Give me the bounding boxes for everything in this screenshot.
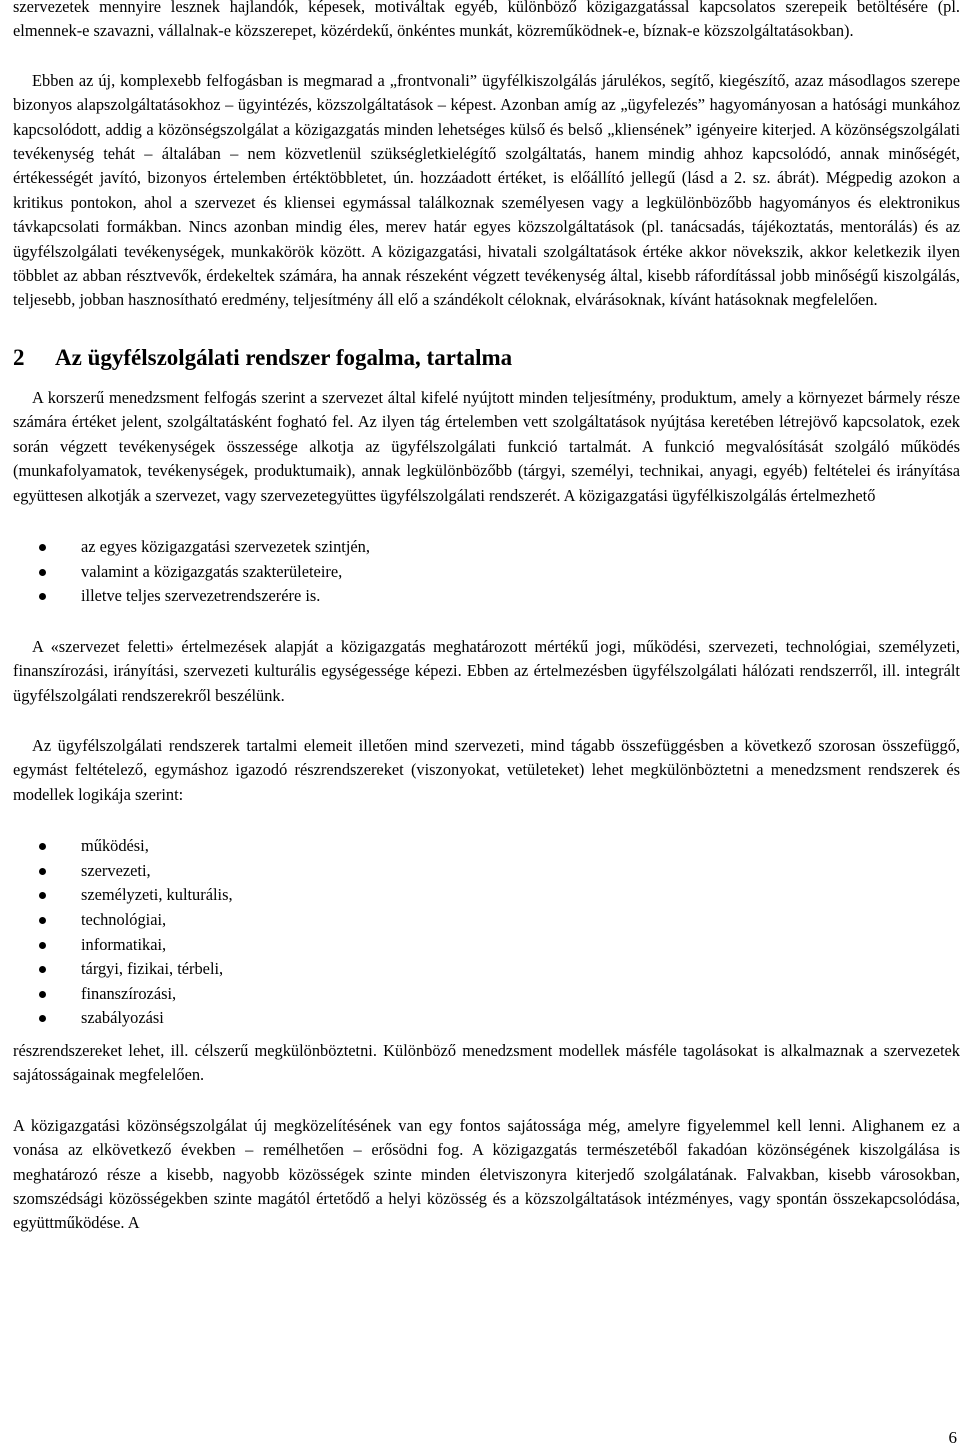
bullet-icon xyxy=(39,991,46,998)
section-heading xyxy=(13,343,960,373)
section-number: 2 xyxy=(13,344,25,370)
bullet-icon xyxy=(39,917,46,924)
paragraph-2: Ebben az új, komplexebb felfogásban is megmarad a „frontvonali” ügyfélkiszolgálás járulékos, segítő, kiegészítő, azaz másodlagos szerepe bizonyos alapszolgáltatásokhoz – ügyintézés, közszolgáltatások – képest. Azonban amíg az „ügyfelezés” hagyományosan a hatósági munkához kapcsolódott, addig a közönségszolgálat a közigazgatás minden lehetséges külső és belső „kliensének” igényeire kiterjed. A közönségszolgálati tevékenység tehát – általában – nem közvetlenül szükségletkielégítő szolgáltatás, hanem mindig ahhoz kapcsolódó, annak minőségét, értékességét javító, bizonyos értelemben értéktöbbletet, ún. hozzáadott értéket, is előállító jellegű (lásd a 2. sz. ábrát). Mégpedig azokon a kritikus pontokon, ahol a szervezet és kliensei egymással találkoznak személyesen vagy a legkülönbözőbb hagyományos és elektronikus távkapcsolati formákban. Nincs azonban mindig éles, merev határ egyes közszolgáltatások (pl. tanácsadás, tájékoztatás, mentorálás) és az ügyfélszolgálati tevékenységek, munkakörök között. A közigazgatási, hivatali szolgáltatások értéke akkor növekszik, akkor keletkezik ilyen többlet az abban résztvevők, érdekeltek számára, ha annak részeként végzett tevékenység által, kisebb ráfordítással jobb minőségű kiszolgálás, teljesebb, jobban hasznosítható eredmény, teljesítmény áll elő a szándékolt céloknak, elvárásoknak, kívánt hatásoknak megfelelően. xyxy=(13,70,960,310)
list-item: működési, xyxy=(13,834,960,859)
paragraph-3: A korszerű menedzsment felfogás szerint a szervezet által kifelé nyújtott minden teljesítmény, produktum, amely a környezet bármely része számára értéket jelent, szolgáltatásként fogható fel. Az ilyen tág értelemben vett szolgáltatások nyújtása keretében létrejövő kapcsolatok, ezek során végzett tevékenységek összessége alkotja az ügyfélszolgálati funkció tartalmát. A funkció megvalósítását szolgáló működés (munkafolyamatok, tevékenységek, produktumaik), annak legkülönbözőbb (tárgyi, személyi, technikai, anyagi, egyéb) feltételei és irányítása együttesen alkotják a szervezet, vagy szervezetegyüttes ügyfélszolgálati rendszerét. A közigazgatási ügyfélkiszolgálás értelmezhető xyxy=(13,387,960,505)
section-title: Az ügyfélszolgálati rendszer fogalma, tartalma xyxy=(55,344,513,370)
bullet-icon xyxy=(39,868,46,875)
bullet-icon xyxy=(39,569,46,576)
bullet-icon xyxy=(39,892,46,899)
bullet-icon xyxy=(39,843,46,850)
bullet-list-subsystems xyxy=(13,834,960,1031)
list-item: technológiai, xyxy=(13,908,960,933)
paragraph-4: A «szervezet feletti» értelmezések alapját a közigazgatás meghatározott mértékű jogi, működési, szervezeti, technológiai, személyzeti, finanszírozási, irányítási, szervezeti kulturális egységessége képezi. Ebben az értelmezésben ügyfélszolgálati hálózati rendszerről, ill. integrált ügyfélszolgálati rendszerekről beszélünk. xyxy=(13,636,960,705)
list-item: valamint a közigazgatás szakterületeire, xyxy=(13,560,960,585)
page-number: 6 xyxy=(948,1428,957,1447)
list-item: szervezeti, xyxy=(13,859,960,884)
bullet-icon xyxy=(39,1015,46,1022)
bullet-icon xyxy=(39,966,46,973)
list-item: szabályozási xyxy=(13,1006,960,1031)
bullet-list-levels xyxy=(13,535,960,609)
list-item: finanszírozási, xyxy=(13,982,960,1007)
paragraph-5: Az ügyfélszolgálati rendszerek tartalmi elemeit illetően mind szervezeti, mind tágabb összefüggésben a következő szorosan összefüggő, egymást feltételező, egymáshoz igazodó részrendszereket (viszonyokat, vetületeket) lehet megkülönböztetni a menedzsment rendszerek és modellek logikája szerint: xyxy=(13,735,960,804)
list-item: tárgyi, fizikai, térbeli, xyxy=(13,957,960,982)
list-item: illetve teljes szervezetrendszerére is. xyxy=(13,584,960,609)
paragraph-7: A közigazgatási közönségszolgálat új megközelítésének van egy fontos sajátossága még, amelyre figyelemmel kell lenni. Alighanem ez a vonása az elkövetkező években – remélhetően – erősödni fog. A közigazgatás természetéből fakadóan közönségének kiszolgálása is meghatározó része a kisebb, nagyobb közösségek szinte minden életviszonyra kiterjedő szolgálatának. Falvakban, kisebb városokban, szomszédsági közösségekben szinte magától értetődő a helyi közösség és a közszolgáltatások intézményes, vagy spontán összekapcsolódása, együttműködése. A xyxy=(13,1115,960,1233)
paragraph-6: részrendszereket lehet, ill. célszerű megkülönböztetni. Különböző menedzsment modellek másféle tagolásokat is alkalmaznak a szervezetek sajátosságainak megfelelően. xyxy=(13,1040,960,1085)
paragraph-1: szervezetek mennyire lesznek hajlandók, képesek, motiváltak egyéb, különböző közigazgatással kapcsolatos szerepeik betöltésére (pl. elmennek-e szavazni, vállalnak-e közszerepet, közérdekű, önkéntes munkát, közreműködnek-e, bíznak-e közszolgáltatásokban). xyxy=(13,0,960,41)
bullet-icon xyxy=(39,942,46,949)
list-item: az egyes közigazgatási szervezetek szintjén, xyxy=(13,535,960,560)
bullet-icon xyxy=(39,593,46,600)
document-page xyxy=(13,0,960,1236)
bullet-icon xyxy=(39,544,46,551)
list-item: informatikai, xyxy=(13,933,960,958)
list-item: személyzeti, kulturális, xyxy=(13,883,960,908)
